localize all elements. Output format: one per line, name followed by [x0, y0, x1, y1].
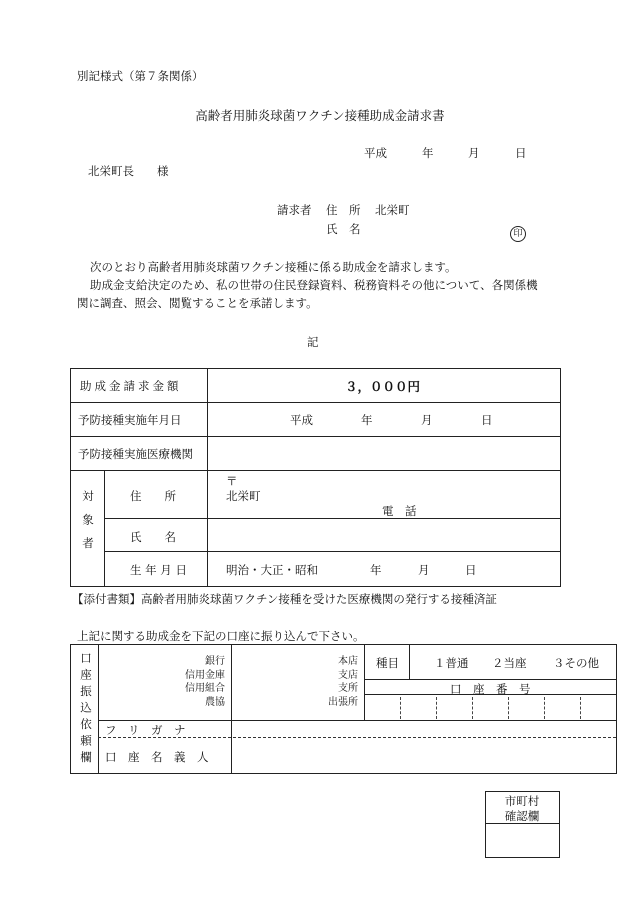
- account-type-ordinary: １普通: [434, 656, 469, 670]
- addressee: 北栄町長 様: [88, 164, 169, 178]
- date-year: 年: [422, 146, 434, 160]
- form-id: 別記様式（第７条関係）: [77, 69, 204, 83]
- vaccination-date-month: 月: [421, 413, 433, 427]
- branch-type-shutchojo: 出張所: [328, 696, 358, 708]
- seal-mark: 印: [510, 221, 526, 242]
- account-type-label: 種目: [376, 656, 399, 670]
- subject-address-value: 北栄町: [226, 489, 261, 503]
- amount-value: ３，０００円: [345, 379, 421, 394]
- body-line-3: 関に調査、照会、閲覧することを承諾します。: [77, 296, 318, 310]
- body-line-2: 助成金支給決定のため、私の世帯の住民登録資料、税務資料その他について、各関係機: [90, 278, 538, 292]
- date-month: 月: [468, 146, 480, 160]
- branch-type-honten: 本店: [338, 656, 358, 667]
- birth-month: 月: [418, 563, 430, 577]
- page-title: 高齢者用肺炎球菌ワクチン接種助成金請求書: [195, 108, 445, 123]
- ki-heading: 記: [307, 335, 319, 349]
- requester-name-label: 氏 名: [326, 222, 361, 236]
- body-line-1: 次のとおり高齢者用肺炎球菌ワクチン接種に係る助成金を請求します。: [90, 260, 457, 274]
- birth-eras: 明治・大正・昭和: [226, 563, 318, 577]
- requester-label: 請求者: [277, 203, 312, 217]
- branch-type-list: [290, 655, 358, 709]
- postal-mark: 〒: [226, 474, 238, 488]
- birth-label: 生 年 月 日: [130, 563, 187, 577]
- account-number-label: 口 座 番 号: [450, 682, 531, 696]
- vaccination-date-day: 日: [481, 413, 493, 427]
- branch-type-shiten: 支店: [338, 669, 358, 681]
- requester-address-label: 住 所: [326, 203, 361, 217]
- requester-address-value: 北栄町: [375, 203, 410, 217]
- vaccination-date-year: 年: [361, 413, 373, 427]
- furigana-label: フ リ ガ ナ: [105, 723, 186, 737]
- account-type-other: ３その他: [553, 656, 599, 670]
- account-holder-label: 口 座 名 義 人: [105, 750, 209, 764]
- bank-type-shinkin: 信用金庫: [185, 669, 225, 681]
- bank-intro: 上記に関する助成金を下記の口座に振り込んで下さい。: [77, 629, 365, 643]
- date-day: 日: [515, 146, 527, 160]
- birth-day: 日: [465, 563, 477, 577]
- bank-type-shinkumi: 信用組合: [185, 683, 225, 694]
- subject-label: 対象者: [81, 490, 95, 561]
- bank-type-list: [150, 655, 225, 709]
- account-type-current: ２当座: [492, 656, 527, 670]
- date-era: 平成: [364, 146, 387, 160]
- vaccination-date-label: 予防接種実施年月日: [78, 413, 182, 427]
- amount-label: 助成金請求金額: [80, 379, 182, 393]
- subject-address-label: 住 所: [130, 489, 176, 503]
- bank-type-nokyo: 農協: [205, 696, 225, 708]
- institution-label: 予防接種実施医療機関: [78, 447, 193, 461]
- confirm-label-1: 市町村: [504, 794, 540, 808]
- attachment-note: 【添付書類】高齢者用肺炎球菌ワクチン接種を受けた医療機関の発行する接種済証: [72, 592, 497, 606]
- bank-type-bank: 銀行: [205, 656, 225, 667]
- phone-label: 電 話: [382, 504, 417, 518]
- bank-side-label: 口座振込依頼欄: [79, 652, 93, 768]
- birth-year: 年: [370, 563, 382, 577]
- subject-name-label: 氏 名: [130, 530, 176, 544]
- branch-type-shisho: 支所: [338, 683, 358, 694]
- confirm-label-2: 確認欄: [504, 809, 540, 823]
- vaccination-date-era: 平成: [290, 413, 313, 427]
